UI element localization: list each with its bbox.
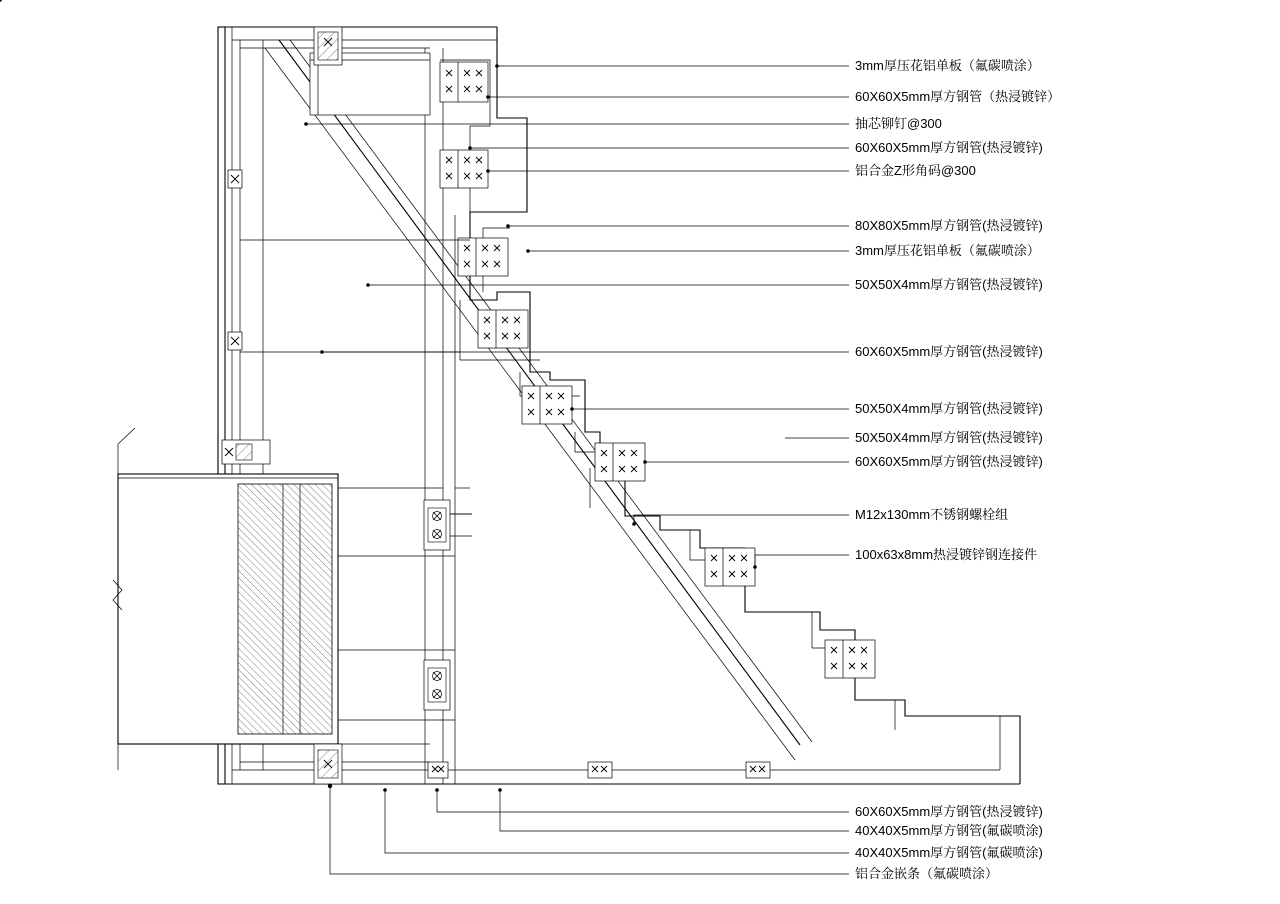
anchor-bolt-assembly-upper — [424, 500, 472, 550]
anchor-bolt-assembly-lower — [424, 660, 450, 710]
annotation-a1: 3mm厚压花铝单板（氟碳喷涂） — [855, 58, 1040, 73]
leader-lines-bottom — [328, 784, 849, 874]
annotation-a9: 60X60X5mm厚方钢管(热浸镀锌) — [855, 344, 1043, 359]
annotation-a5: 铝合金Z形角码@300 — [855, 163, 976, 178]
annotation-a8: 50X50X4mm厚方钢管(热浸镀锌) — [855, 277, 1043, 292]
annotation-a10: 50X50X4mm厚方钢管(热浸镀锌) — [855, 401, 1043, 416]
annotation-a3: 抽芯铆钉@300 — [855, 116, 942, 131]
annotation-b4: 铝合金嵌条（氟碳喷涂） — [855, 866, 999, 881]
annotation-a4: 60X60X5mm厚方钢管(热浸镀锌) — [855, 140, 1043, 155]
annotation-b2: 40X40X5mm厚方钢管(氟碳喷涂) — [855, 823, 1043, 838]
floor-slab — [113, 428, 338, 770]
annotation-a12: 60X60X5mm厚方钢管(热浸镀锌) — [855, 454, 1043, 469]
steel-tube-sections — [440, 62, 875, 678]
annotation-b1: 60X60X5mm厚方钢管(热浸镀锌) — [855, 804, 1043, 819]
annotation-a6: 80X80X5mm厚方钢管(热浸镀锌) — [855, 218, 1043, 233]
annotation-b3: 40X40X5mm厚方钢管(氟碳喷涂) — [855, 845, 1043, 860]
annotation-a14: 100x63x8mm热浸镀锌钢连接件 — [855, 547, 1038, 562]
annotation-a7: 3mm厚压花铝单板（氟碳喷涂） — [855, 243, 1040, 258]
annotation-a11: 50X50X4mm厚方钢管(热浸镀锌) — [855, 430, 1043, 445]
annotation-a2: 60X60X5mm厚方钢管（热浸镀锌） — [855, 89, 1061, 104]
annotation-a13: M12x130mm不锈钢螺栓组 — [855, 507, 1009, 522]
